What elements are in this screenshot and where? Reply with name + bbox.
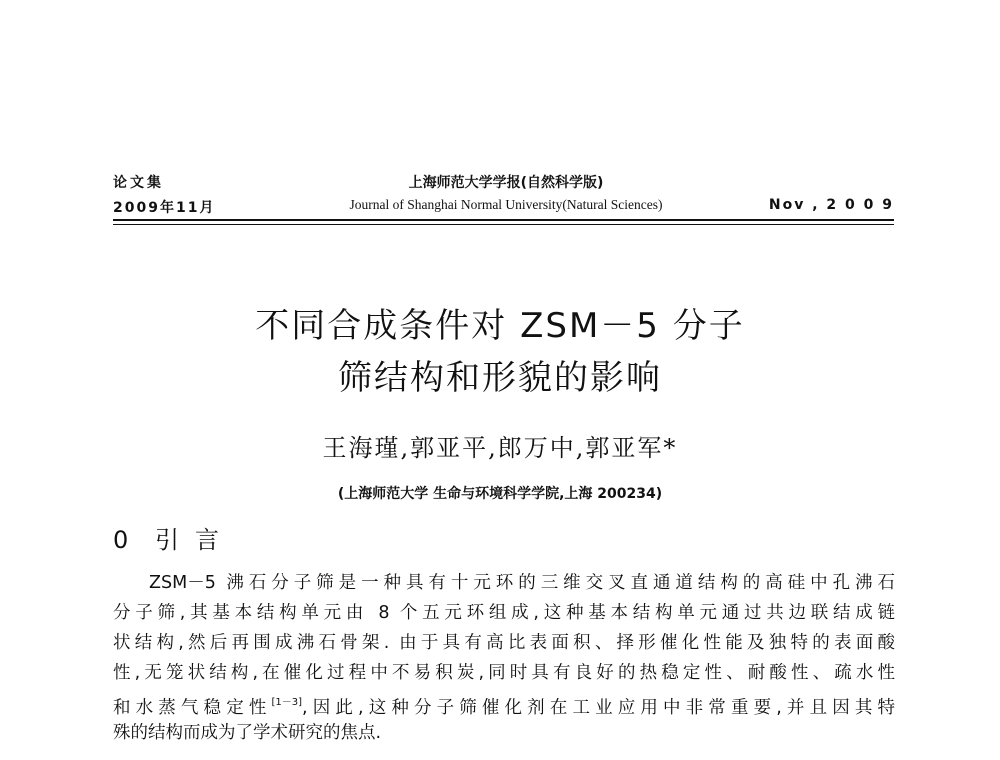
paragraph-line: 分子筛,其基本结构单元由 8 个五元环组成,这种基本结构单元通过共边联结成链: [113, 603, 895, 623]
paragraph-line: [113, 688, 895, 718]
paragraph-line: 状结构,然后再围成沸石骨架. 由于具有高比表面积、择形催化性能及独特的表面酸: [113, 633, 895, 653]
section-heading: [113, 520, 235, 555]
header-section-label: 论文集: [113, 175, 164, 191]
header-journal-chinese: 上海师范大学学报(自然科学版): [408, 175, 604, 191]
paragraph-text: 和水蒸气稳定性: [113, 698, 272, 718]
header-journal-english: Journal of Shanghai Normal University(Natural Sciences): [349, 197, 663, 212]
header-issue-date: Nov , 2 0 0 9: [768, 197, 894, 213]
paragraph-line: ZSM－5 沸石分子筛是一种具有十元环的三维交叉直通道结构的高硅中孔沸石: [149, 573, 895, 593]
paragraph-text: ,因此,这种分子筛催化剂在工业应用中非常重要,并且因其特: [302, 698, 895, 718]
paper-title-line-1: 不同合成条件对 ZSM－5 分子: [255, 306, 745, 346]
header-date: 2009年11月: [113, 200, 216, 216]
paragraph-line: 性,无笼状结构,在催化过程中不易积炭,同时具有良好的热稳定性、耐酸性、疏水性: [113, 663, 895, 683]
section-number: 0: [113, 526, 129, 554]
author-affiliation: (上海师范大学 生命与环境科学学院,上海 200234): [337, 486, 663, 502]
paper-title-line-2: 筛结构和形貌的影响: [338, 358, 662, 398]
section-title-char-2: 言: [195, 526, 219, 554]
citation-reference: [1－3]: [271, 697, 303, 708]
introduction-paragraph: [113, 568, 895, 748]
header-rule-thick: [113, 219, 894, 221]
author-list: 王海瑾,郭亚平,郎万中,郭亚军*: [322, 434, 678, 462]
section-title-char-1: 引: [155, 526, 179, 554]
paragraph-line: 殊的结构而成为了学术研究的焦点.: [113, 723, 382, 743]
header-rule-thin: [113, 224, 894, 225]
